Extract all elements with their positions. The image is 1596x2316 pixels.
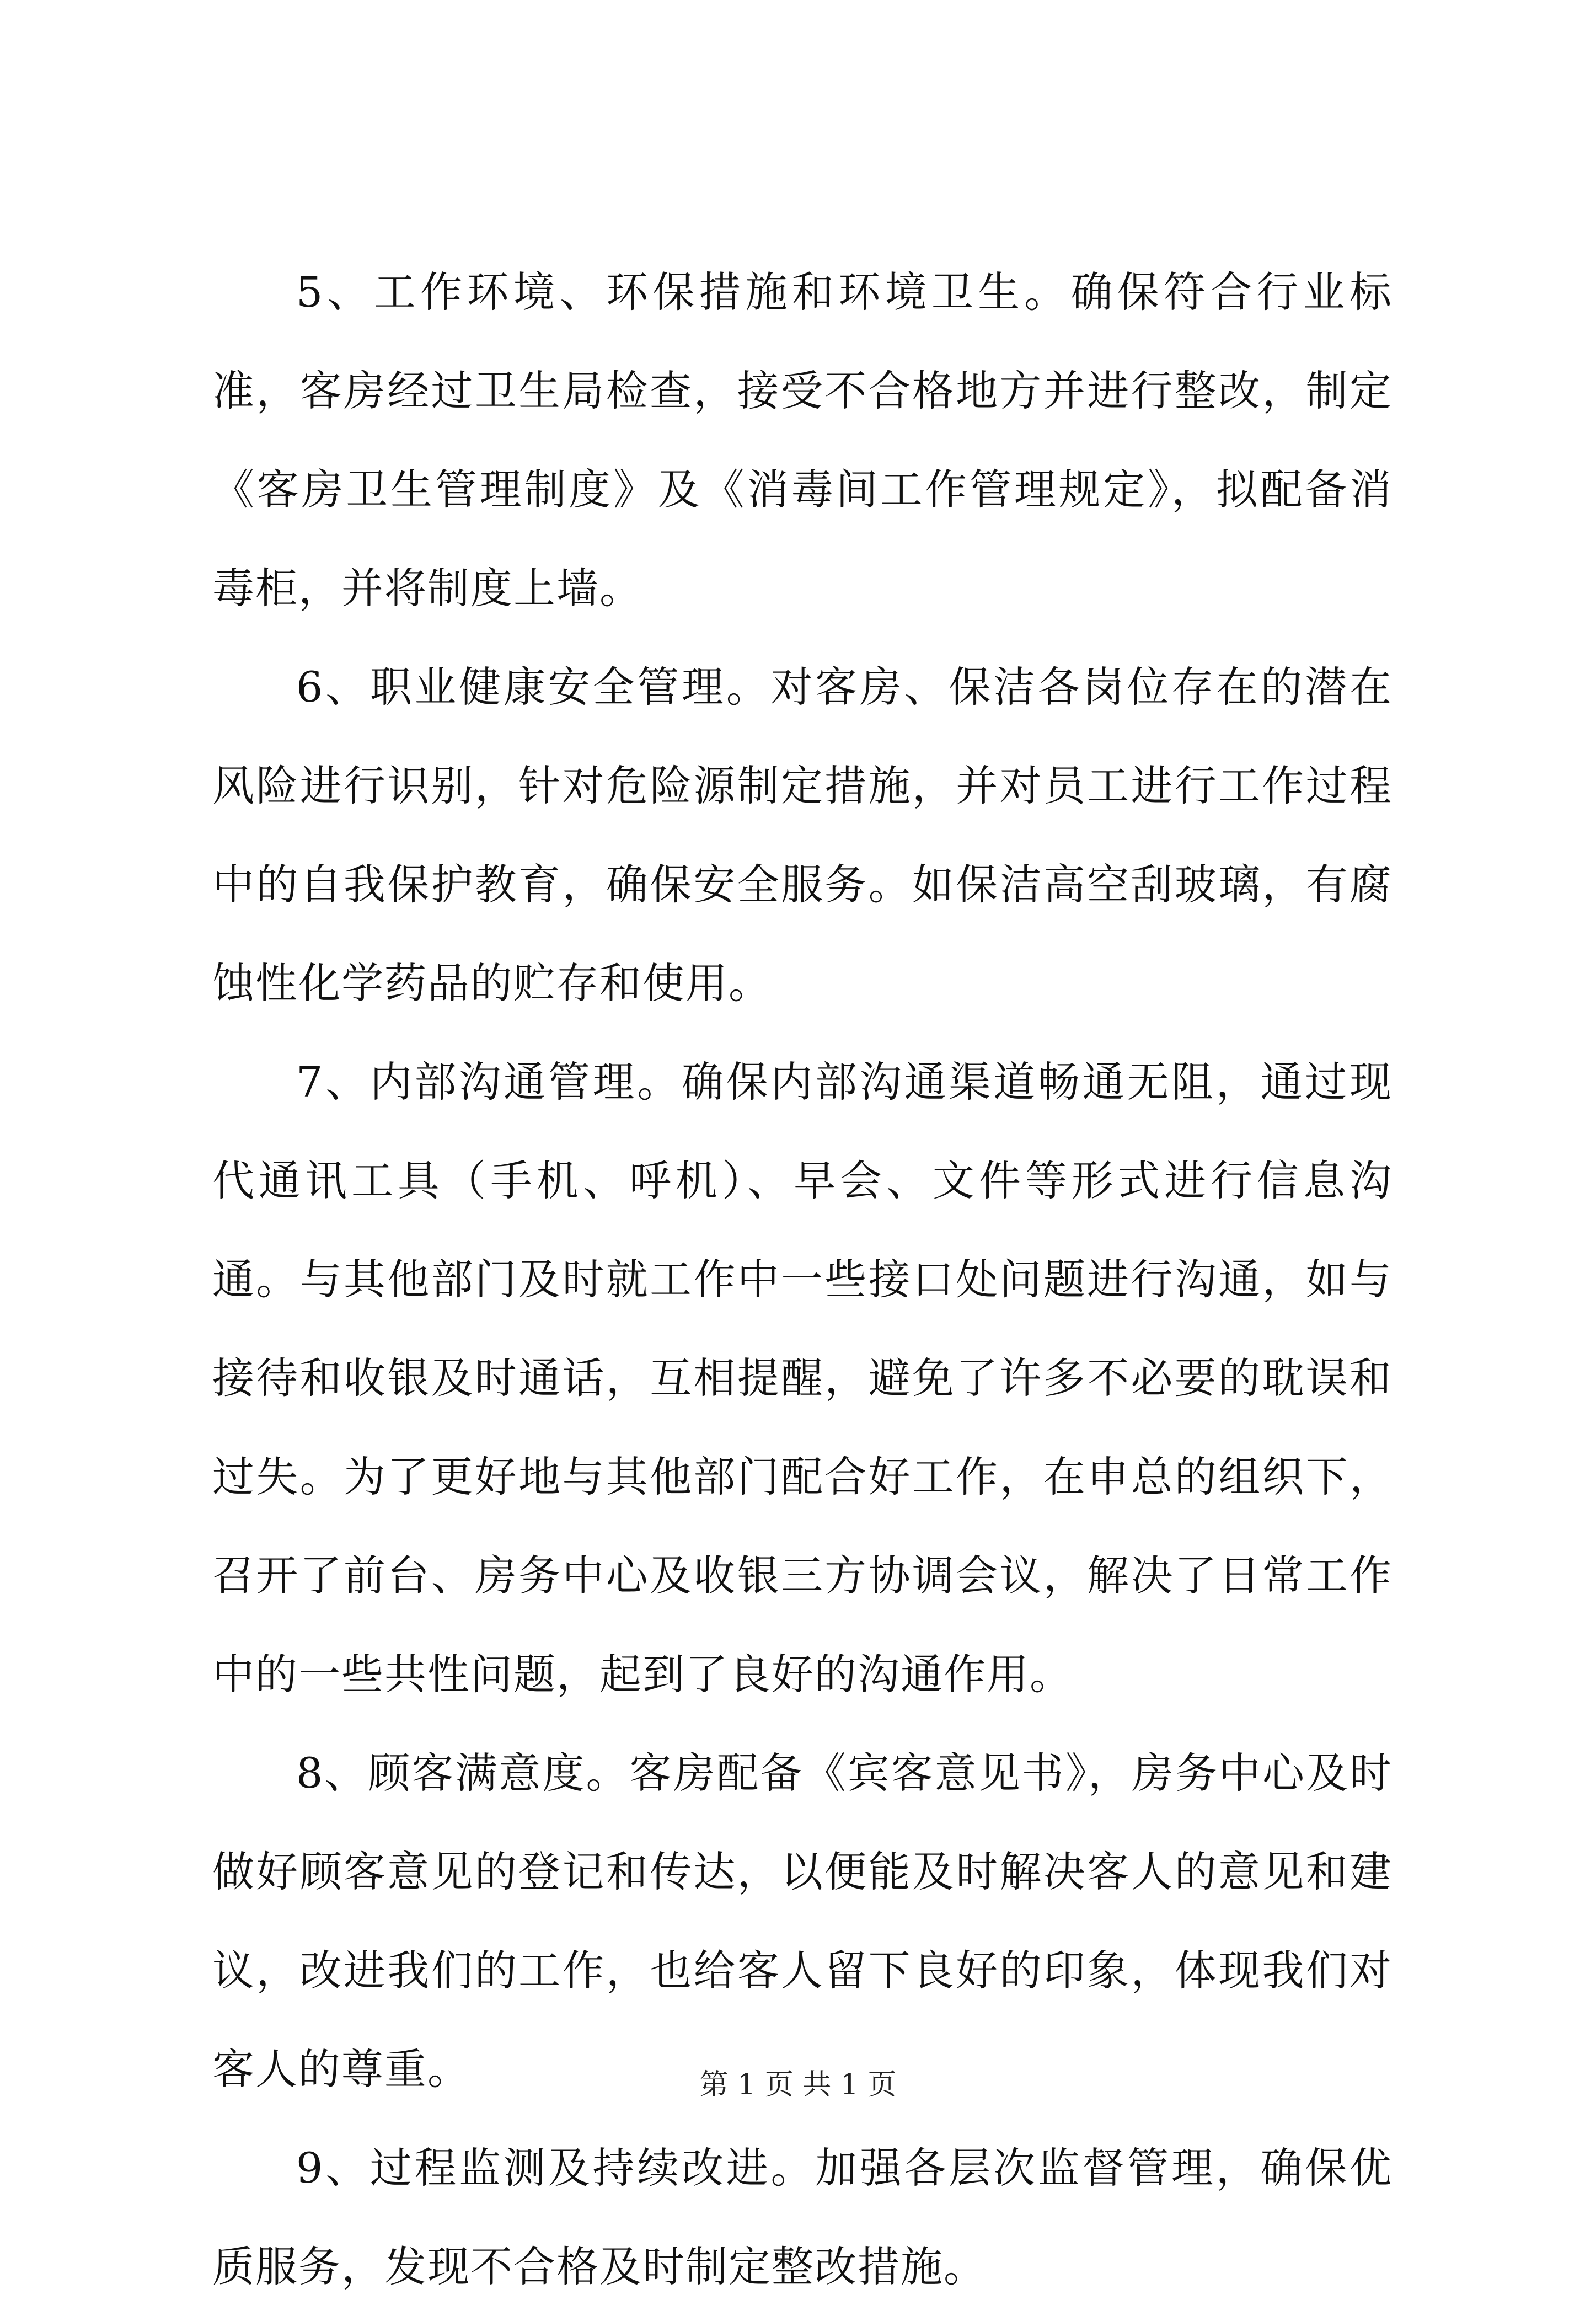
paragraph-item-8: 8、顾客满意度。客房配备《宾客意见书》，房务中心及时做好顾客意见的登记和传达，以便能及时解决客人的意见和建议，改进我们的工作，也给客人留下良好的印象，体现我们对客人的尊重。 xyxy=(212,1748,1393,2094)
document-body xyxy=(212,243,1393,2316)
page-footer: 第 1 页 共 1 页 xyxy=(699,2068,897,2101)
paragraph-item-6: 6、职业健康安全管理。对客房、保洁各岗位存在的潜在风险进行识别，针对危险源制定措施，并对员工进行工作过程中的自我保护教育，确保安全服务。如保洁高空刮玻璃，有腐蚀性化学药品的贮存和使用。 xyxy=(212,662,1393,1008)
paragraph-item-5: 5、工作环境、环保措施和环境卫生。确保符合行业标准，客房经过卫生局检查，接受不合格地方并进行整改，制定《客房卫生管理制度》及《消毒间工作管理规定》，拟配备消毒柜，并将制度上墙。 xyxy=(212,268,1393,613)
paragraph-item-9: 9、过程监测及持续改进。加强各层次监督管理，确保优质服务，发现不合格及时制定整改措施。 xyxy=(212,2143,1393,2291)
paragraph-item-7: 7、内部沟通管理。确保内部沟通渠道畅通无阻，通过现代通讯工具（手机、呼机）、早会、文件等形式进行信息沟通。与其他部门及时就工作中一些接口处问题进行沟通，如与接待和收银及时通话，互相提醒，避免了许多不必要的耽误和过失。为了更好地与其他部门配合好工作，在申总的组织下，召开了前台、房务中心及收银三方协调会议，解决了日常工作中的一些共性问题，起到了良好的沟通作用。 xyxy=(212,1057,1393,1699)
